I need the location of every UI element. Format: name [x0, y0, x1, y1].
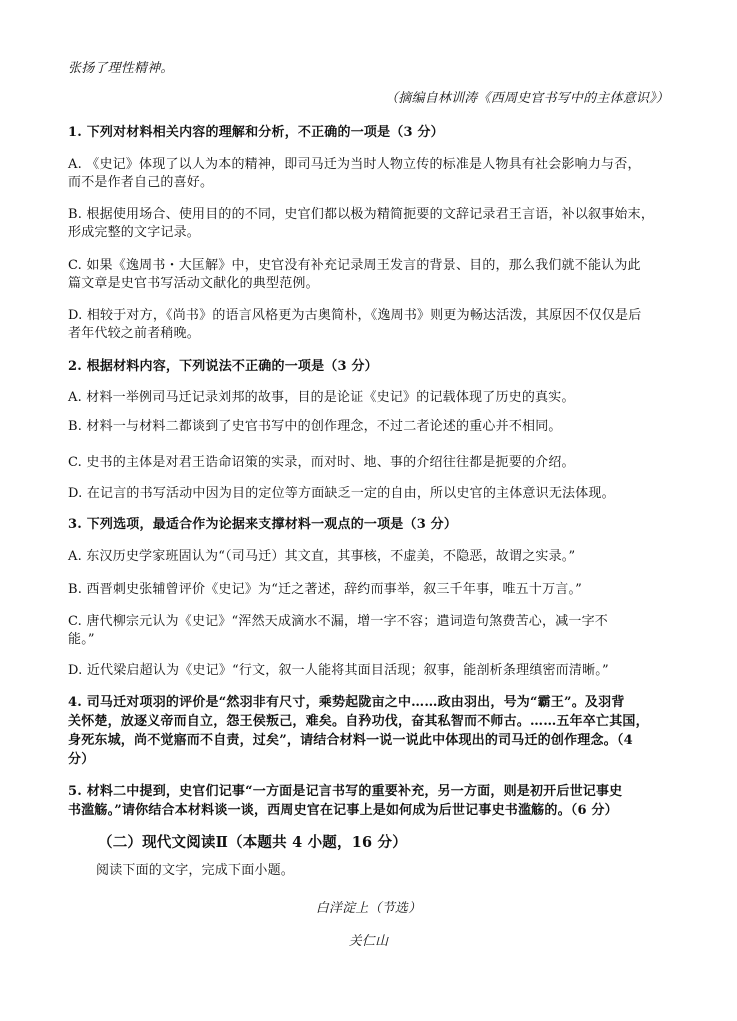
q1-option-a-line2: 而不是作者自己的喜好。	[68, 175, 214, 190]
q1-option-d-line1: D. 相较于对方，《尚书》的语言风格更为古奥简朴，《逸周书》则更为畅达活泼，其原因不仅仅是后	[68, 308, 642, 323]
article-title: 白洋淀上（节选）	[315, 901, 422, 916]
q4-line4: 分）	[68, 752, 95, 767]
q3-option-c-line2: 能。”	[68, 632, 95, 647]
q2-option-d: D. 在记言的书写活动中因为目的定位等方面缺乏一定的自由，所以史官的主体意识无法体现。	[68, 486, 615, 501]
reading-instruction: 阅读下面的文字，完成下面小题。	[96, 863, 295, 878]
q2-option-c: C. 史书的主体是对君王诰命诏策的实录，而对时、地、事的介绍往往都是扼要的介绍。	[68, 455, 575, 470]
q4-line1: 4. 司马迁对项羽的评价是“然羽非有尺寸，乘势起陇亩之中……政由羽出，号为“霸王”。及羽背	[68, 695, 625, 710]
q1-option-d-line2: 者年代较之前者稍晚。	[68, 326, 201, 341]
q1-option-c-line2: 篇文章是史官书写活动文献化的典型范例。	[68, 276, 319, 291]
q4-line2: 关怀楚，放逐义帝而自立，怨王侯叛己，难矣。自矜功伐，奋其私智而不师古。……五年卒亡其国，	[68, 714, 649, 729]
q5-line2: 书滥觞。”请你结合本材料谈一谈，西周史官在记事上是如何成为后世记事史书滥觞的。（6 分）	[68, 803, 618, 818]
section-heading: （二）现代文阅读Ⅱ（本题共 4 小题，16 分）	[98, 834, 407, 851]
intro-line: 张扬了理性精神。	[68, 61, 174, 76]
q1-option-b-line2: 形成完整的文字记录。	[68, 225, 201, 240]
q1-option-b-line1: B. 根据使用场合、使用目的的不同，史官们都以极为精简扼要的文辞记录君王言语，补以叙事始末，	[68, 207, 655, 222]
q3-option-a: A. 东汉历史学家班固认为“（司马迁）其文直，其事核，不虚美，不隐恶，故谓之实录。”	[68, 549, 576, 564]
q5-line1: 5. 材料二中提到，史官们记事“一方面是记言书写的重要补充，另一方面，则是初开后世记事史	[68, 784, 623, 799]
q1-option-a-line1: A. 《史记》体现了以人为本的精神，即司马迁为当时人物立传的标准是人物具有社会影响力与否，	[68, 157, 641, 172]
q4-line3: 身死东城，尚不觉寤而不自责，过矣”，请结合材料一说一说此中体现出的司马迁的创作理念。（4	[68, 733, 633, 748]
q2-option-a: A. 材料一举例司马迁记录刘邦的故事，目的是论证《史记》的记载体现了历史的真实。	[68, 390, 575, 405]
q3-option-c-line1: C. 唐代柳宗元认为《史记》“浑然天成滴水不漏，增一字不容；遣词造句煞费苦心，减一字不	[68, 614, 608, 629]
q3-stem: 3. 下列选项，最适合作为论据来支撑材料一观点的一项是（3 分）	[68, 517, 458, 532]
q1-option-c-line1: C. 如果《逸周书・大匡解》中，史官没有补充记录周王发言的背景、目的，那么我们就不能认为此	[68, 258, 641, 273]
q3-option-b: B. 西晋刺史张辅曾评价《史记》为“迁之著述，辞约而事举，叙三千年事，唯五十万言。”	[68, 582, 583, 597]
source-citation: （摘编自林训涛《西周史官书写中的主体意识》）	[385, 91, 669, 106]
q2-stem: 2. 根据材料内容，下列说法不正确的一项是（3 分）	[68, 359, 378, 374]
article-author: 关仁山	[348, 934, 389, 949]
q1-stem: 1. 下列对材料相关内容的理解和分析，不正确的一项是（3 分）	[68, 125, 444, 140]
q2-option-b: B. 材料一与材料二都谈到了史官书写中的创作理念，不过二者论述的重心并不相同。	[68, 419, 562, 434]
q3-option-d: D. 近代梁启超认为《史记》“行文，叙一人能将其面目活现；叙事，能剖析条理缜密而清晰。”	[68, 663, 609, 678]
